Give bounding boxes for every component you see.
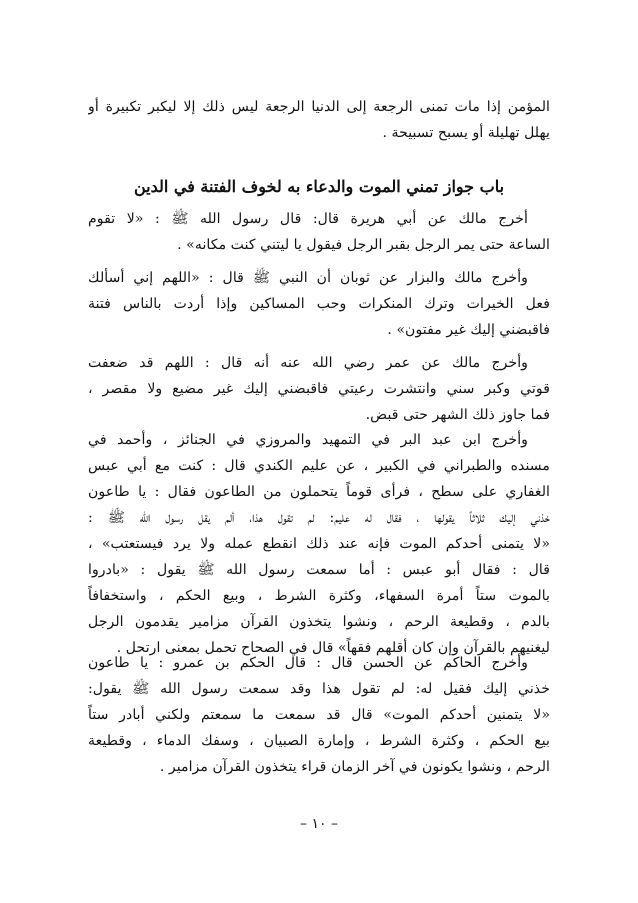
intro-text [88,94,550,146]
text-line: بيع الحكم ، وكثرة الشرط ، وإمارة الصبيان ، وسفك الدماء ، وقطيعة [88,733,550,749]
text-line: أخرج مالك عن أبي هريرة قال: قال رسول الله ﷺ : «لا تقوم [88,211,528,227]
text-line: يهلل تهليلة أو يسبح تسبيحة . [382,125,550,141]
text-line: فعل الخيرات وترك المنكرات وحب المساكين وإذا أردت بالناس فتنة [88,296,550,312]
paragraph-4 [88,427,550,661]
text-line: «لا يتمنى أحدكم الموت فإنه عند ذلك انقطع عمله ولا يرد فيستعتب» ، [88,536,550,552]
text-line: بالدم ، وقطيعة الرحم ، ونشوا يتخذون القرآن مزامير يقدمون الرجل [88,614,550,630]
text-line: الغفاري على سطح ، فرأى قوماً يتحملون من الطاعون فقال : يا طاعون [88,484,550,500]
paragraph-1 [88,206,550,258]
paragraph-5 [88,650,550,780]
text-line: وأخرج مالك والبزار عن ثوبان أن النبي ﷺ قال : «اللهم إني أسألك [88,270,528,286]
text-line: المؤمن إذا مات تمنى الرجعة إلى الدنيا الرجعة ليس ذلك إلا ليكبر تكبيرة أو [88,99,550,115]
text-line: وأخرج الحاكم عن الحسن قال : قال الحكم بن عمرو : يا طاعون [88,655,528,671]
text-line: قوتي وكبر سني وانتشرت رعيتي فاقبضني إليك غير مضيع ولا مقصر ، [88,381,550,397]
text-line: فما جاوز ذلك الشهر حتى قبض. [365,407,550,423]
text-line: مسنده والطبراني في الكبير ، عن عليم الكندي قال : كنت مع أبي عبس [88,458,550,474]
text-line: «لا يتمنين أحدكم الموت» قال قد سمعت ما سمعتم ولكني أبادر ستاً [88,707,550,723]
text-line: خذني إليك ثلاثاً يقولها ، فقال له عليم: لم تقول هذا، ألم يقل رسول الله ﷺ : [88,510,550,526]
text-line: بالموت ستاً أمرة السفهاء، وكثرة الشرط ، وبيع الحكم ، واستخفافاً [88,588,550,604]
text-line: خذني إليك فقيل له: لم تقول هذا وقد سمعت رسول الله ﷺ يقول: [88,681,550,697]
section-heading: باب جواز تمني الموت والدعاء به لخوف الفتنة في الدين [133,177,505,196]
text-line: فاقبضني إليك غير مفتون» . [387,322,550,338]
text-line: وأخرج ابن عبد البر في التمهيد والمروزي في الجنائز ، وأحمد في [88,432,528,448]
text-line: الرحم ، ونشوا يكونون في آخر الزمان قراء يتخذون القرآن مزامير . [159,759,550,775]
page-number: – ١٠ – [300,816,338,832]
paragraph-2 [88,265,550,343]
text-line: وأخرج مالك عن عمر رضي الله عنه أنه قال : اللهم قد ضعفت [88,355,528,371]
text-line: الساعة حتى يمر الرجل بقبر الرجل فيقول يا ليتني كنت مكانه» . [177,237,550,253]
text-line: قال : فقال أبو عبس : أما سمعت رسول الله ﷺ يقول : «بادروا [88,562,550,578]
paragraph-3 [88,350,550,428]
text-line: ليغنيهم بالقرآن وإن كان أقلهم فقهاً» قال في الصحاح تحمل بمعنى ارتحل . [116,640,550,656]
